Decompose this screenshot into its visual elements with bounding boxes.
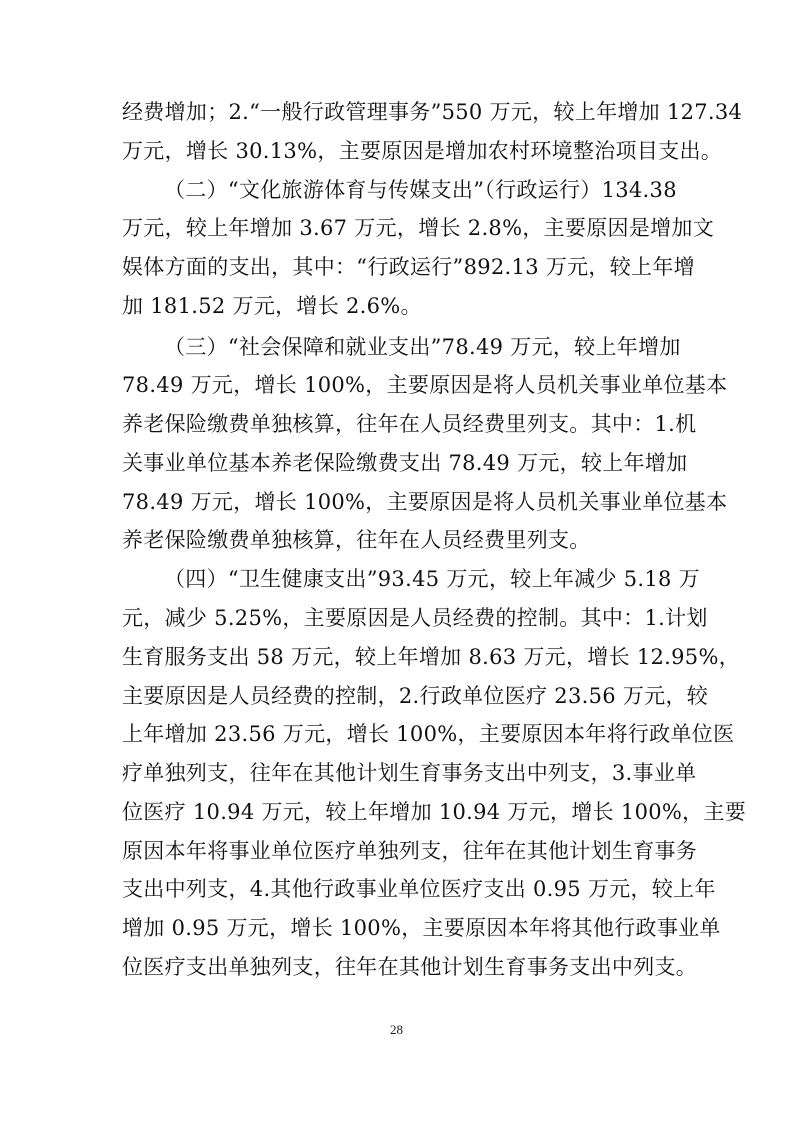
text-line: 78.49 万元，增长 100%，主要原因是将人员机关事业单位基本 — [122, 373, 728, 397]
text-line: 位医疗支出单独列支，往年在其他计划生育事务支出中列支。 — [122, 955, 698, 979]
text-line: 娱体方面的支出，其中：“行政运行”892.13 万元，较上年增 — [122, 255, 695, 279]
text-line: 增加 0.95 万元，增长 100%，主要原因本年将其他行政事业单 — [122, 916, 721, 940]
text-line: 78.49 万元，增长 100%，主要原因是将人员机关事业单位基本 — [122, 490, 728, 514]
text-line: （二）“文化旅游体育与传媒支出”（行政运行）134.38 — [164, 178, 677, 202]
text-line: 养老保险缴费单独核算，往年在人员经费里列支。 — [122, 528, 591, 552]
text-line: 原因本年将事业单位医疗单独列支，往年在其他计划生育事务 — [122, 839, 698, 863]
text-line: 加 181.52 万元，增长 2.6%。 — [122, 294, 422, 318]
text-line: （四）“卫生健康支出”93.45 万元，较上年减少 5.18 万 — [164, 567, 700, 591]
text-line: 疗单独列支，往年在其他计划生育事务支出中列支，3.事业单 — [122, 761, 697, 785]
text-line: 养老保险缴费单独核算，往年在人员经费里列支。其中：1.机 — [122, 412, 697, 436]
text-line: 生育服务支出 58 万元，较上年增加 8.63 万元，增长 12.95%， — [122, 645, 741, 669]
text-line: 元，减少 5.25%，主要原因是人员经费的控制。其中：1.计划 — [122, 606, 708, 630]
text-line: 主要原因是人员经费的控制，2.行政单位医疗 23.56 万元，较 — [122, 684, 709, 708]
text-line: 支出中列支，4.其他行政事业单位医疗支出 0.95 万元，较上年 — [122, 877, 716, 901]
text-line: 上年增加 23.56 万元，增长 100%，主要原因本年将行政单位医 — [122, 722, 735, 746]
text-line: 关事业单位基本养老保险缴费支出 78.49 万元，较上年增加 — [122, 451, 688, 475]
text-line: 经费增加；2.“一般行政管理事务”550 万元，较上年增加 127.34 — [122, 100, 743, 124]
page-number: 28 — [390, 1022, 403, 1037]
text-line: 位医疗 10.94 万元，较上年增加 10.94 万元，增长 100%，主要 — [122, 800, 747, 824]
text-line: 万元，增长 30.13%，主要原因是增加农村环境整治项目支出。 — [122, 139, 723, 163]
text-line: 万元，较上年增加 3.67 万元，增长 2.8%，主要原因是增加文 — [122, 216, 715, 240]
text-line: （三）“社会保障和就业支出”78.49 万元，较上年增加 — [164, 335, 681, 359]
